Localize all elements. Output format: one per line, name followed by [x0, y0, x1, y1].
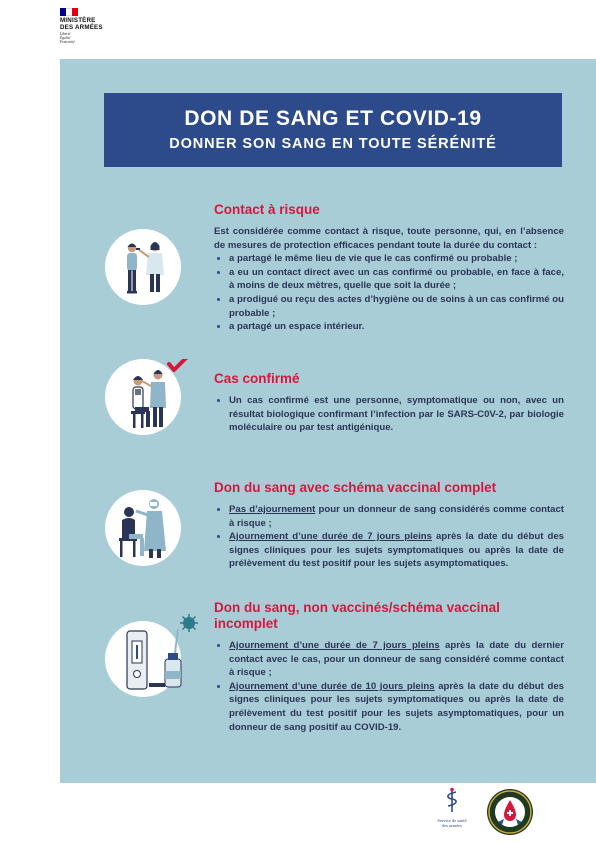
- emphasis-text: Ajournement d’une durée de 7 jours pleins: [229, 640, 440, 651]
- list-item: • a partagé un espace intérieur.: [229, 320, 564, 334]
- list-item-text: après la date du début des signes cliniques pour les sujets symptomatiques ou après la date de prélèvement du test positif pour les sujets asymptomatiques.: [229, 531, 565, 570]
- nasal-swab-test-icon: [105, 359, 181, 435]
- list-item-text: pour un donneur de sang considérés comme contact à risque ;: [229, 504, 564, 529]
- ssa-name-line1: Service de santé: [437, 818, 467, 823]
- section-heading: Don du sang, non vaccinés/schéma vaccinal incomplet: [214, 600, 500, 631]
- antigen-test-kit-icon: [105, 621, 181, 697]
- section-heading: Don du sang avec schéma vaccinal complet: [214, 480, 497, 495]
- list-item: • a eu un contact direct avec un cas confirmé ou probable, en face à face, à moins de deux mètres, quelle que soit la durée ;: [229, 266, 564, 293]
- list-item: • a prodigué ou reçu des actes d’hygiène ou de soins à un cas confirmé ou probable ;: [229, 293, 564, 320]
- ssa-name-line2: des armées: [442, 823, 462, 828]
- ssa-name: [432, 818, 472, 828]
- motto-liberte: Liberté: [60, 32, 71, 37]
- list-item-text: après la date du début des signes cliniques pour les sujets symptomatiques ou après la date de prélèvement du test positif pour les sujets asymptomatiques, pour un donneur de sang positif au COVID-19.: [229, 680, 564, 733]
- title-banner: [104, 93, 562, 167]
- ministry-name: [60, 18, 150, 31]
- caduceus-icon: [442, 787, 462, 813]
- list-item: • a partagé le même lieu de vie que le cas confirmé ou probable ;: [229, 252, 564, 266]
- list-item: [229, 503, 564, 530]
- blood-transfusion-center-emblem-icon: [486, 788, 534, 836]
- confirmed-case-list: [214, 394, 564, 435]
- list-item-text: après la date du dernier contact avec le cas, pour un donneur de sang considéré comme contact à risque ;: [229, 640, 565, 679]
- list-item: [229, 639, 564, 680]
- emphasis-text: Ajournement d’une durée de 7 jours pleins: [229, 531, 432, 543]
- unvaccinated-rules-list: [214, 639, 564, 734]
- vaccinated-rules-list: [214, 503, 564, 571]
- doctor-patient-consultation-icon: [105, 229, 181, 305]
- page-title: DON DE SANG ET COVID-19: [184, 107, 482, 130]
- ministry-name-line1: MINISTÈRE: [60, 17, 96, 24]
- section-confirmed-case: [214, 371, 564, 435]
- page-subtitle: DONNER SON SANG EN TOUTE SÉRÉNITÉ: [169, 136, 497, 152]
- section-intro: Est considérée comme contact à risque, toute personne, qui, en l’absence de mesures de protection efficaces pendant toute la durée du contact :: [214, 226, 564, 251]
- emphasis-text: Pas d’ajournement: [229, 504, 316, 515]
- ministry-name-line2: DES ARMÉES: [60, 23, 103, 31]
- seated-swab-test-icon: [105, 490, 181, 566]
- section-heading: Cas confirmé: [214, 371, 300, 386]
- french-flag-icon: [60, 8, 78, 16]
- ministry-logo: [60, 8, 150, 44]
- list-item: [229, 530, 564, 571]
- section-full-vaccination: [214, 480, 564, 571]
- section-contact-risk: [214, 202, 564, 334]
- emphasis-text: Ajournement d’une durée de 10 jours pleins: [229, 680, 435, 692]
- contact-criteria-list: [214, 252, 564, 334]
- motto-fraternite: Fraternité: [60, 40, 75, 45]
- list-item: • Un cas confirmé est une personne, symptomatique ou non, avec un résultat biologique confirmant l’infection par le SARS-C0V-2, par biologie moléculaire ou par test antigénique.: [229, 394, 564, 435]
- ssa-logo: [432, 787, 472, 828]
- list-item: [229, 680, 564, 734]
- motto-egalite: Égalité: [60, 36, 71, 41]
- section-heading: Contact à risque: [214, 202, 320, 217]
- section-not-vaccinated: [214, 600, 564, 734]
- republic-motto: [60, 32, 150, 44]
